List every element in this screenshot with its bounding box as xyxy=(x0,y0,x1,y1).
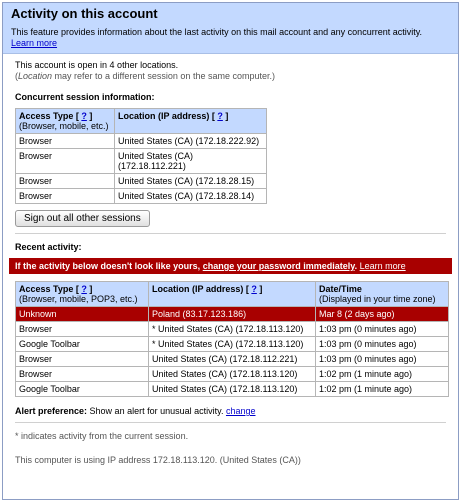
recent-content xyxy=(3,281,458,466)
access-cell: Browser xyxy=(16,149,115,174)
location-note-text: may refer to a different session on the same computer.) xyxy=(52,71,275,81)
warning-banner: If the activity below doesn't look like yours, change your password immediately. Learn more xyxy=(9,258,452,274)
location-cell: United States (CA) (172.18.112.221) xyxy=(115,149,267,174)
intro xyxy=(15,60,446,82)
activity-window xyxy=(2,2,459,500)
location-cell: United States (CA) (172.18.113.120) xyxy=(149,367,316,382)
alert-preference xyxy=(15,406,446,416)
access-cell: Browser xyxy=(16,322,149,337)
location-cell: United States (CA) (172.18.28.15) xyxy=(115,174,267,189)
datetime-cell: Mar 8 (2 days ago) xyxy=(316,307,449,322)
datetime-cell: 1:03 pm (0 minutes ago) xyxy=(316,352,449,367)
asterisk-note: * indicates activity from the current session. xyxy=(15,431,189,441)
location-note: (Location may refer to a different session on the same computer.) xyxy=(15,71,275,81)
access-cell: Browser xyxy=(16,189,115,204)
sign-out-all-button[interactable]: Sign out all other sessions xyxy=(15,210,150,227)
col-access-type: Access Type [ ? ] (Browser, mobile, etc.) xyxy=(16,109,115,134)
table-row xyxy=(16,149,267,174)
description-text: This feature provides information about the last activity on this mail account and any concurrent activity. xyxy=(11,27,423,37)
access-cell: Browser xyxy=(16,174,115,189)
ip-note: This computer is using IP address 172.18.113.120. (United States (CA)) xyxy=(15,455,301,465)
alert-pref-label: Alert preference: xyxy=(15,406,88,416)
concurrent-table xyxy=(15,108,267,204)
location-cell: * United States (CA) (172.18.113.120) xyxy=(149,337,316,352)
location-cell: United States (CA) (172.18.28.14) xyxy=(115,189,267,204)
header xyxy=(3,3,458,54)
location-cell: * United States (CA) (172.18.113.120) xyxy=(149,322,316,337)
footer-divider xyxy=(15,422,446,423)
location-cell: Poland (83.17.123.186) xyxy=(149,307,316,322)
col-datetime: Date/Time (Displayed in your time zone) xyxy=(316,282,449,307)
access-cell: Browser xyxy=(16,367,149,382)
header-description xyxy=(11,27,450,49)
access-cell: Google Toolbar xyxy=(16,382,149,397)
col-location: Location (IP address) [ ? ] xyxy=(115,109,267,134)
table-row xyxy=(16,352,449,367)
section-divider xyxy=(15,233,446,234)
change-alert-link[interactable]: change xyxy=(225,406,256,416)
access-cell: Browser xyxy=(16,352,149,367)
table-row xyxy=(16,382,449,397)
learn-more-link[interactable]: Learn more xyxy=(11,38,58,48)
footer xyxy=(15,431,446,466)
recent-title: Recent activity: xyxy=(15,242,82,252)
table-row xyxy=(16,134,267,149)
access-help-link[interactable]: ? xyxy=(81,111,87,121)
table-row xyxy=(16,367,449,382)
location-help-link[interactable]: ? xyxy=(217,111,223,121)
change-password-link[interactable]: change your password immediately xyxy=(202,261,355,271)
open-locations-text: This account is open in 4 other locations. xyxy=(15,60,179,70)
datetime-cell: 1:02 pm (1 minute ago) xyxy=(316,367,449,382)
page-title: Activity on this account xyxy=(11,6,158,21)
concurrent-title: Concurrent session information: xyxy=(15,92,155,102)
col-access-type: Access Type [ ? ] (Browser, mobile, POP3, etc.) xyxy=(16,282,149,307)
access-cell: Browser xyxy=(16,134,115,149)
table-row xyxy=(16,337,449,352)
table-row xyxy=(16,174,267,189)
table-row xyxy=(16,189,267,204)
banner-text: If the activity below doesn't look like yours, xyxy=(15,261,201,271)
table-row-suspicious xyxy=(16,307,449,322)
content xyxy=(3,60,458,252)
datetime-cell: 1:03 pm (0 minutes ago) xyxy=(316,322,449,337)
location-cell: United States (CA) (172.18.222.92) xyxy=(115,134,267,149)
location-help-link[interactable]: ? xyxy=(251,284,257,294)
access-cell: Google Toolbar xyxy=(16,337,149,352)
location-cell: United States (CA) (172.18.113.120) xyxy=(149,382,316,397)
recent-table xyxy=(15,281,449,397)
alert-pref-text: Show an alert for unusual activity. xyxy=(89,406,224,416)
access-cell: Unknown xyxy=(16,307,149,322)
datetime-cell: 1:02 pm (1 minute ago) xyxy=(316,382,449,397)
access-help-link[interactable]: ? xyxy=(81,284,87,294)
recent-header-row xyxy=(16,282,449,307)
location-term: Location xyxy=(18,71,53,81)
col-location: Location (IP address) [ ? ] xyxy=(149,282,316,307)
banner-learn-more-link[interactable]: Learn more xyxy=(359,261,406,271)
table-row xyxy=(16,322,449,337)
location-cell: United States (CA) (172.18.112.221) xyxy=(149,352,316,367)
datetime-cell: 1:03 pm (0 minutes ago) xyxy=(316,337,449,352)
concurrent-header-row xyxy=(16,109,267,134)
